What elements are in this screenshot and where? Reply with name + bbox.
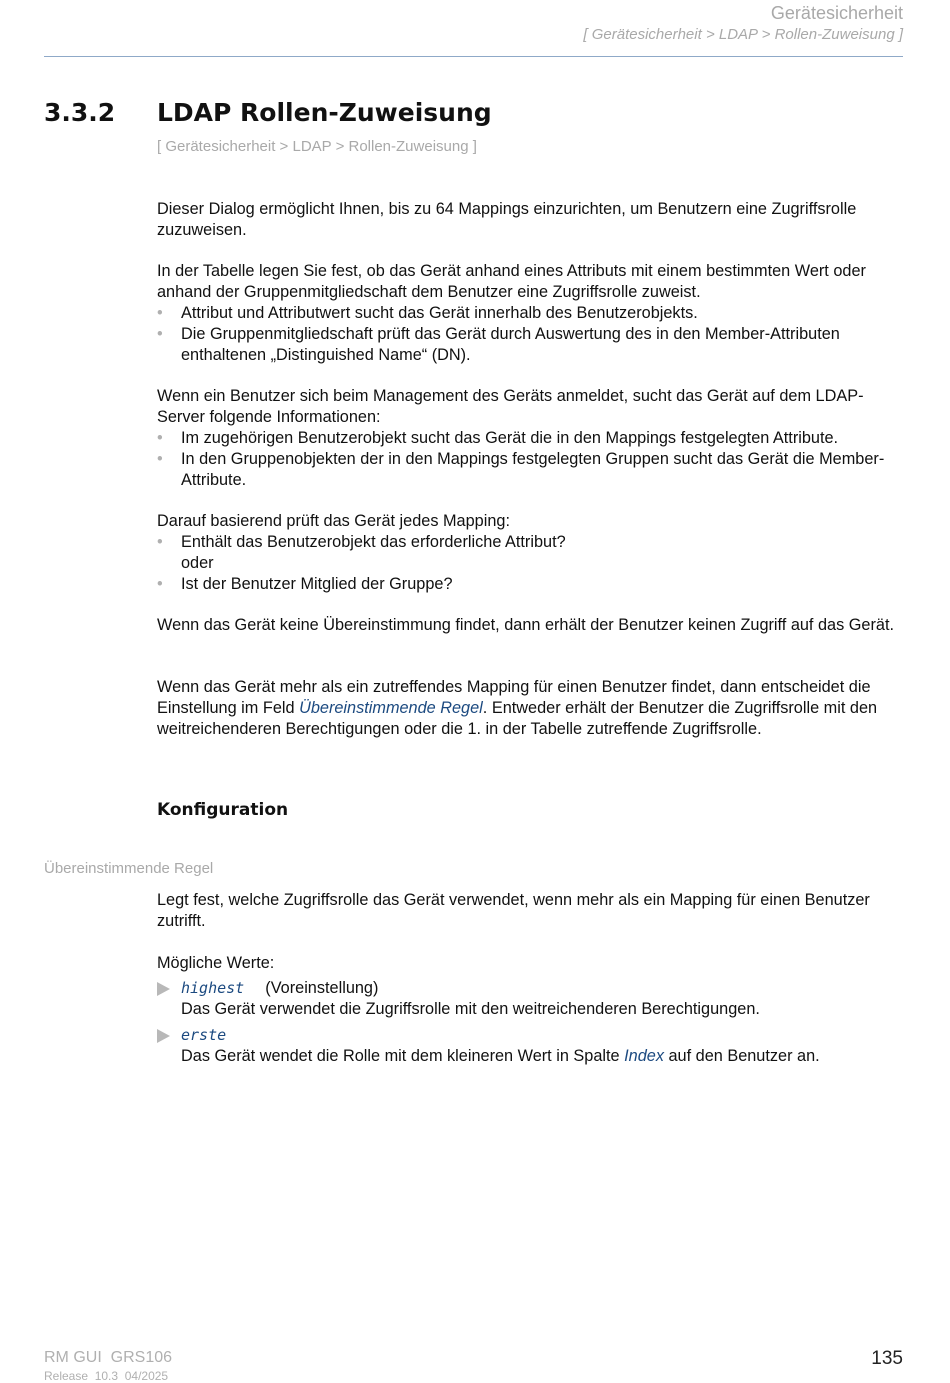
- list-item: • Im zugehörigen Benutzerobjekt sucht das Gerät die in den Mappings festgelegten Attribute.: [157, 428, 907, 449]
- parameter-description-text: Legt fest, welche Zugriffsrolle das Gerät verwendet, wenn mehr als ein Mapping für einen Benutzer zutrifft.: [157, 891, 870, 930]
- login-text: Wenn ein Benutzer sich beim Management des Geräts anmeldet, sucht das Gerät auf dem LDAP-Server folgende Informationen:: [157, 387, 864, 426]
- nomatch-paragraph: [157, 615, 907, 636]
- table-paragraph: [157, 261, 907, 366]
- value-name: erste: [181, 1026, 227, 1044]
- intro-text: Dieser Dialog ermöglicht Ihnen, bis zu 64 Mappings einzurichten, um Benutzern eine Zugriffsrolle zuzuweisen.: [157, 200, 857, 239]
- nomatch-text: Wenn das Gerät keine Übereinstimmung findet, dann erhält der Benutzer keinen Zugriff auf das Gerät.: [157, 616, 894, 634]
- field-reference[interactable]: Übereinstimmende Regel: [299, 699, 483, 717]
- check-paragraph: [157, 511, 907, 595]
- list-item: • Ist der Benutzer Mitglied der Gruppe?: [157, 574, 907, 595]
- parameter-description: [157, 890, 907, 932]
- list-item: • Die Gruppenmitgliedschaft prüft das Gerät durch Auswertung des in den Member-Attributen enthaltenen „Distinguished Name“ (DN).: [157, 324, 907, 366]
- section-breadcrumb: [ Gerätesicherheit > LDAP > Rollen-Zuweisung ]: [157, 138, 477, 155]
- value-note: (Voreinstellung): [265, 979, 379, 997]
- value-desc-before: Das Gerät wendet die Rolle mit dem kleineren Wert in Spalte: [181, 1047, 625, 1065]
- value-option: [157, 1025, 907, 1067]
- header-breadcrumb: [ Gerätesicherheit > LDAP > Rollen-Zuweisung ]: [583, 26, 903, 43]
- config-heading: Konfiguration: [157, 800, 289, 820]
- header-divider: [44, 56, 903, 57]
- intro-paragraph: [157, 199, 907, 241]
- column-reference[interactable]: Index: [624, 1047, 664, 1065]
- header-title: Gerätesicherheit: [770, 3, 903, 23]
- page-number: 135: [871, 1348, 903, 1369]
- section-number: 3.3.2: [44, 98, 116, 127]
- section-title: LDAP Rollen-Zuweisung: [157, 98, 492, 127]
- or-text: oder: [181, 554, 214, 572]
- value-name: highest: [181, 979, 245, 997]
- possible-values-label: Mögliche Werte:: [157, 954, 275, 972]
- footer-release: Release 10.3 04/2025: [44, 1369, 169, 1383]
- value-description: [181, 1046, 907, 1067]
- value-desc-after: auf den Benutzer an.: [663, 1047, 820, 1065]
- multi-text: [157, 677, 907, 740]
- multi-text-after: . Entweder erhält der Benutzer die Zugriffsrolle mit den weitreichenderen Berechtigungen oder die 1. in der Tabelle zutreffende Zugriffsrolle.: [157, 699, 878, 738]
- multi-text-before: Wenn das Gerät mehr als ein zutreffendes Mapping für einen Benutzer findet, dann entscheidet die Einstellung im Feld: [157, 678, 871, 717]
- triangle-bullet-icon: [157, 1029, 170, 1043]
- table-text: In der Tabelle legen Sie fest, ob das Gerät anhand eines Attributs mit einem bestimmten Wert oder anhand der Gruppenmitgliedschaft dem Benutzer eine Zugriffsrolle zuweist.: [157, 262, 866, 301]
- login-paragraph: [157, 386, 907, 491]
- triangle-bullet-icon: [157, 982, 170, 996]
- list-item: • In den Gruppenobjekten der in den Mappings festgelegten Gruppen sucht das Gerät die Member-Attribute.: [157, 449, 907, 491]
- value-description: Das Gerät verwendet die Zugriffsrolle mit den weitreichenderen Berechtigungen.: [181, 1000, 760, 1018]
- list-item: • Attribut und Attributwert sucht das Gerät innerhalb des Benutzerobjekts.: [157, 303, 907, 324]
- list-item: • Enthält das Benutzerobjekt das erforderliche Attribut?: [157, 532, 907, 553]
- possible-values: [157, 953, 907, 1067]
- check-text: Darauf basierend prüft das Gerät jedes Mapping:: [157, 512, 510, 530]
- footer-document: RM GUI GRS106: [44, 1349, 173, 1366]
- multi-paragraph: [157, 677, 907, 740]
- parameter-name: Übereinstimmende Regel: [44, 860, 214, 877]
- value-option: [157, 978, 907, 1020]
